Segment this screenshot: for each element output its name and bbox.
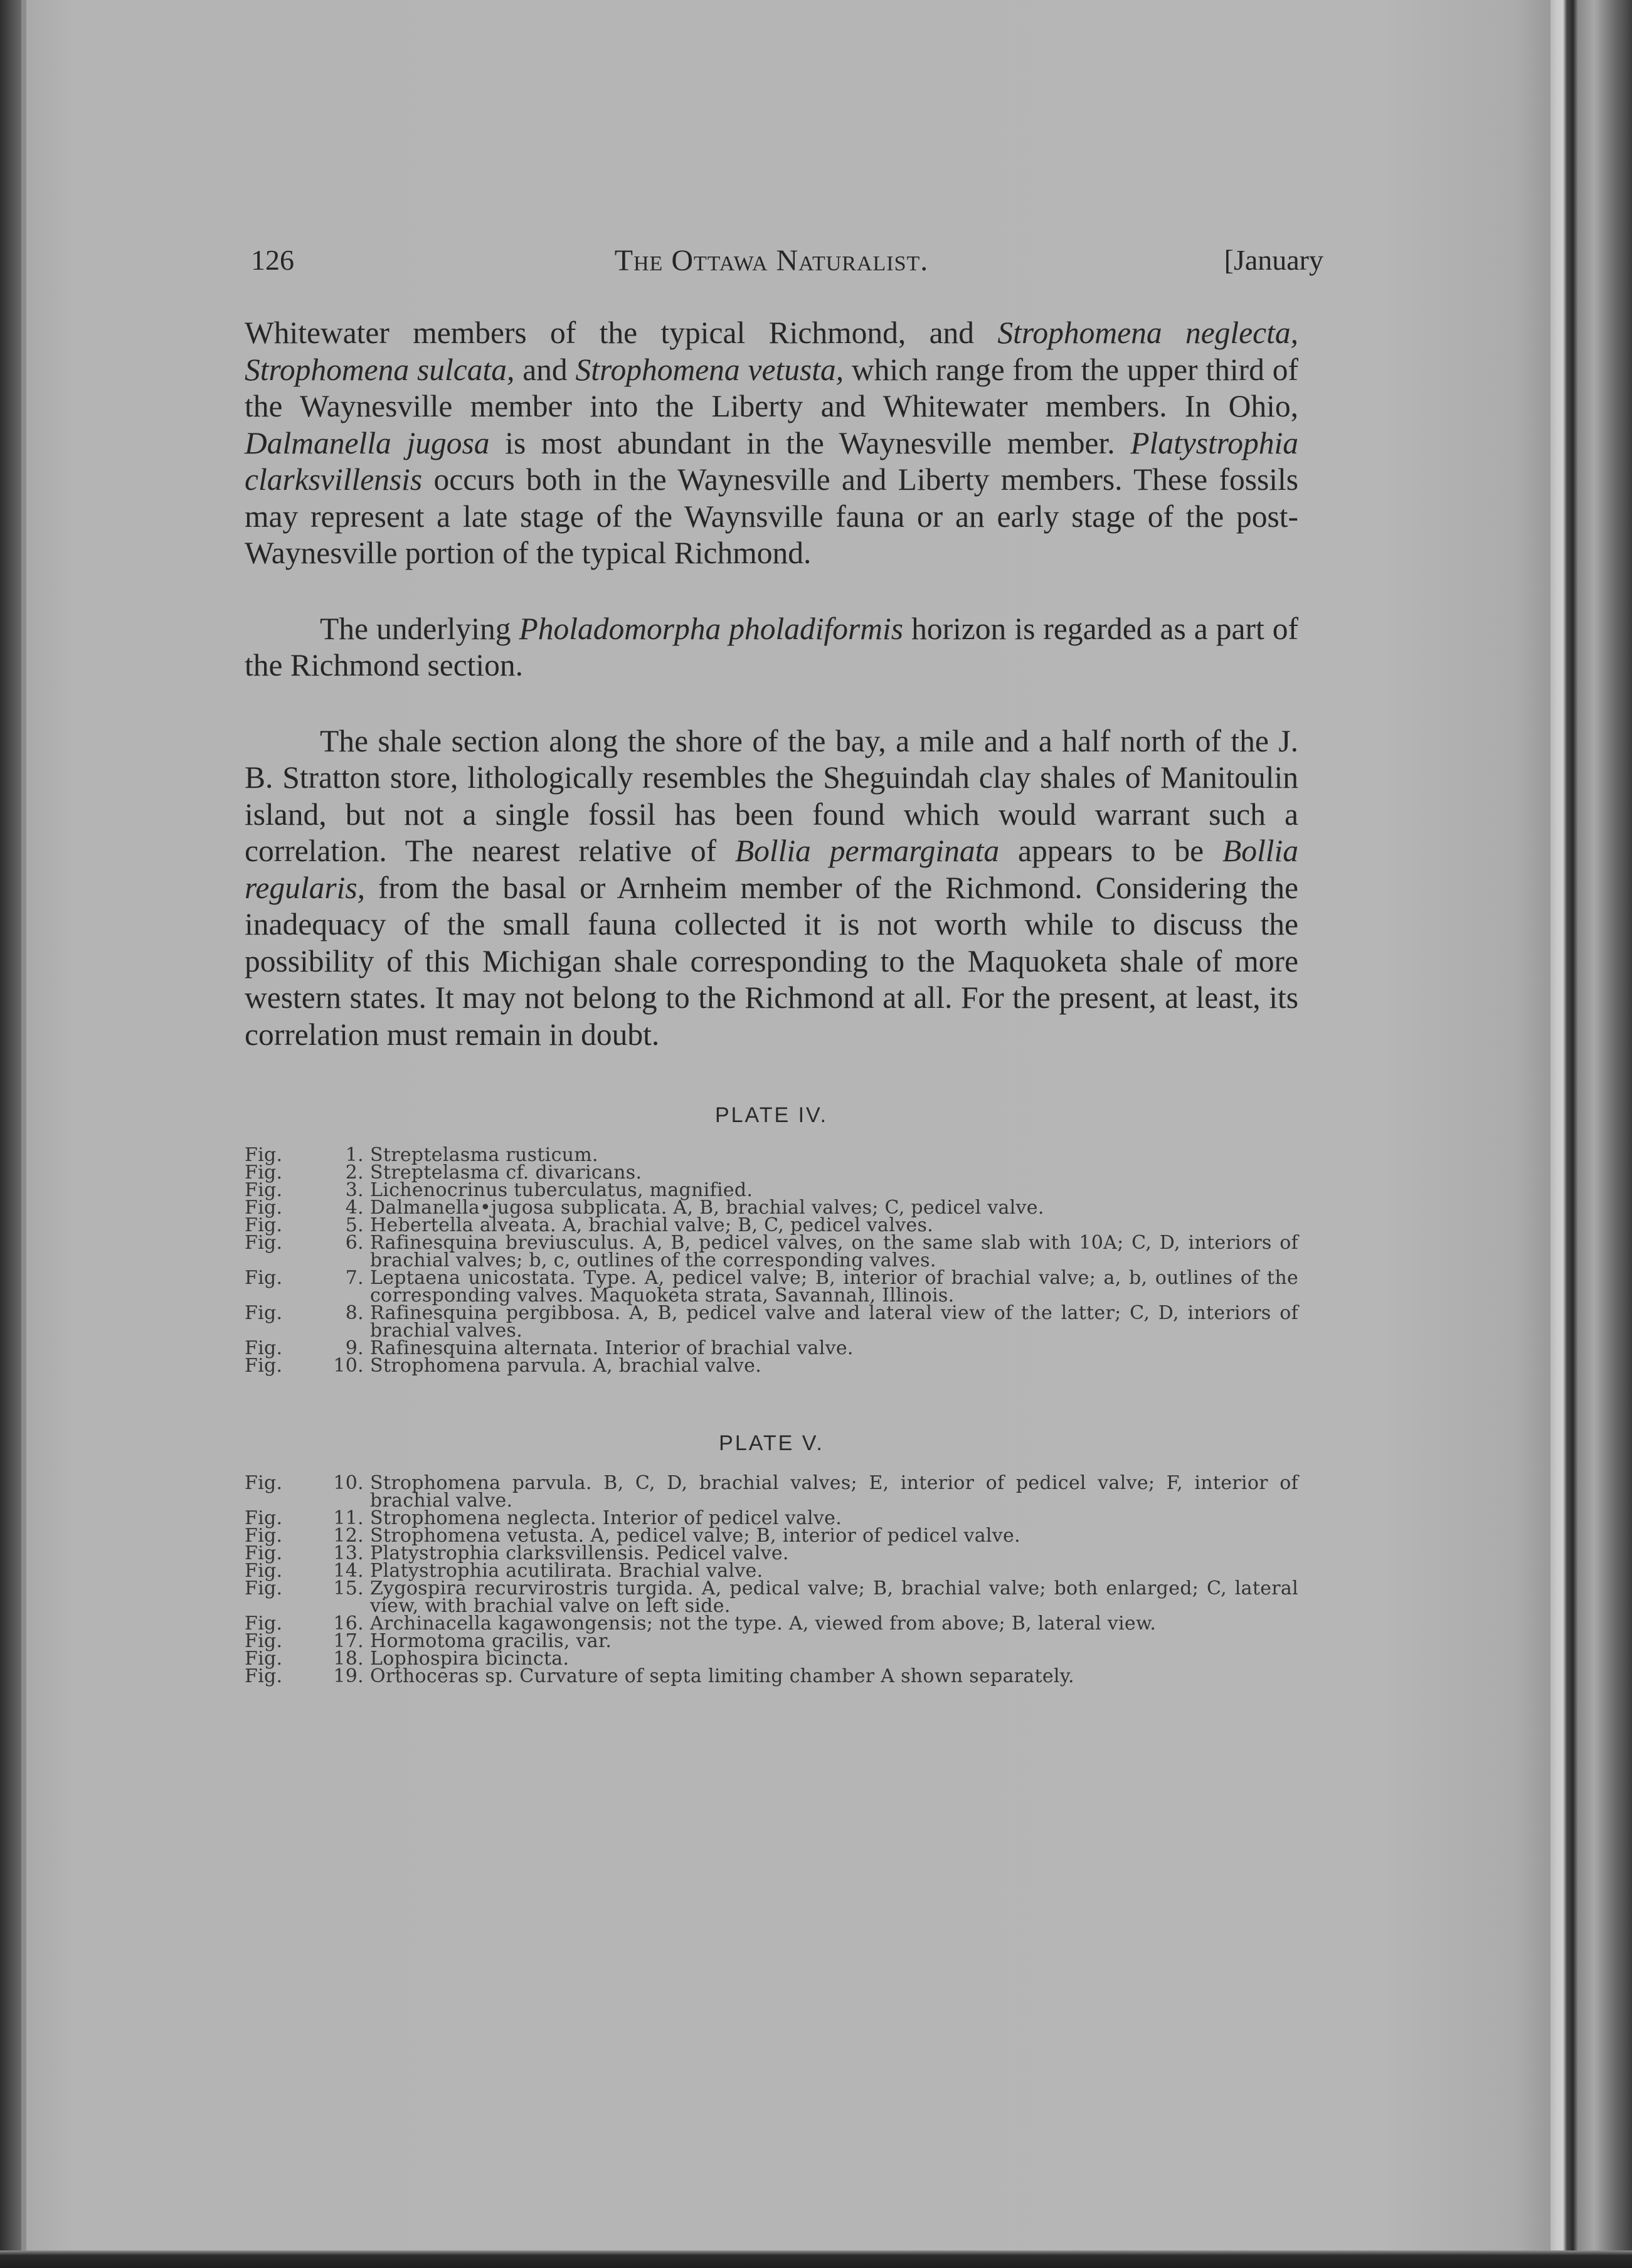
figure-caption-text: Rafinesquina pergibbosa. A, B, pedicel valve and lateral view of the latter; C, D, interiors of brachial valves. bbox=[370, 1302, 1298, 1342]
figure-prefix: Fig. bbox=[245, 1144, 283, 1166]
issue-month: [January bbox=[1224, 244, 1323, 276]
plate-iv-title: PLATE IV. bbox=[714, 1103, 829, 1127]
figure-caption bbox=[245, 1472, 1298, 1512]
figure-caption-text: Hebertella alveata. A, brachial valve; B, C, pedicel valves. bbox=[370, 1214, 933, 1236]
figure-prefix: Fig. bbox=[245, 1630, 283, 1652]
figure-caption-text: Archinacella kagawongensis; not the type. A, viewed from above; B, lateral view. bbox=[370, 1613, 1157, 1635]
figure-label bbox=[245, 1357, 383, 1375]
page-content bbox=[245, 243, 1323, 1687]
figure-caption-text: Platystrophia clarksvillensis. Pedicel valve. bbox=[370, 1542, 789, 1564]
figure-caption-text: Strophomena vetusta. A, pedicel valve; B, interior of pedicel valve. bbox=[370, 1525, 1020, 1547]
figure-number: 5. bbox=[345, 1214, 364, 1236]
figure-caption-text: Rafinesquina alternata. Interior of brachial valve. bbox=[370, 1337, 854, 1359]
figure-number: 14. bbox=[333, 1560, 364, 1582]
figure-prefix: Fig. bbox=[245, 1267, 283, 1289]
running-head bbox=[245, 243, 1323, 287]
figure-caption-text: Streptelasma rusticum. bbox=[370, 1144, 598, 1166]
figure-number: 10. bbox=[333, 1355, 364, 1377]
figure-caption-text: Rafinesquina breviusculus. A, B, pedicel valves, on the same slab with 10A; C, D, interiors of brachial valves; b, c, outlines of the corresponding valves. bbox=[370, 1232, 1298, 1271]
figure-prefix: Fig. bbox=[245, 1648, 283, 1670]
journal-title: The Ottawa Naturalist. bbox=[614, 244, 929, 277]
figure-caption-text: Hormotoma gracilis, var. bbox=[370, 1630, 612, 1652]
figure-number: 1. bbox=[345, 1144, 364, 1166]
figure-prefix: Fig. bbox=[245, 1613, 283, 1635]
figure-caption bbox=[245, 1302, 1298, 1342]
figure-number: 17. bbox=[333, 1630, 364, 1652]
figure-number: 9. bbox=[345, 1337, 364, 1359]
figure-number: 7. bbox=[345, 1267, 364, 1289]
figure-number: 10. bbox=[333, 1472, 364, 1494]
figure-caption bbox=[245, 1357, 1298, 1375]
figure-prefix: Fig. bbox=[245, 1232, 283, 1254]
figure-number: 6. bbox=[345, 1232, 364, 1254]
figure-prefix: Fig. bbox=[245, 1525, 283, 1547]
figure-caption bbox=[245, 1269, 1298, 1305]
figure-prefix: Fig. bbox=[245, 1560, 283, 1582]
figure-caption-text: Strophomena neglecta. Interior of pedicel valve. bbox=[370, 1507, 842, 1529]
figure-prefix: Fig. bbox=[245, 1197, 283, 1219]
figure-caption-text: Lophospira bicincta. bbox=[370, 1648, 570, 1670]
figure-caption bbox=[245, 1577, 1298, 1617]
figure-prefix: Fig. bbox=[245, 1542, 283, 1564]
figure-label bbox=[245, 1269, 383, 1305]
figure-caption bbox=[245, 1665, 1298, 1687]
page-bottom-edge bbox=[0, 2250, 1632, 2268]
figure-label bbox=[245, 1577, 383, 1615]
body-paragraph: The shale section along the shore of the bay, a mile and a half north of the J. B. Stratton store, lithologically resembles the Sheguindah clay shales of Manitoulin island, but not a single fossil has been found which would warrant such a correlation. The nearest relative of Bollia permarginata appears to be Bollia regularis, from the basal or Arnheim member of the Richmond. Considering the inadequacy of the small fauna collected it is not worth while to discuss the possibility of this Michigan shale corresponding to the Maquoketa shale of more western states. It may not belong to the Richmond at all. For the present, at least, its correlation must remain in doubt. bbox=[245, 723, 1298, 1052]
figure-number: 2. bbox=[345, 1162, 364, 1184]
figure-label bbox=[245, 1472, 383, 1510]
figure-caption bbox=[245, 1234, 1298, 1269]
figure-caption-text: Strophomena parvula. B, C, D, brachial valves; E, interior of pedicel valve; F, interior of brachial valve. bbox=[370, 1472, 1298, 1512]
page-crease bbox=[21, 0, 26, 2268]
figure-caption-text: Lichenocrinus tuberculatus, magnified. bbox=[370, 1179, 753, 1201]
figure-number: 19. bbox=[333, 1665, 364, 1687]
figure-number: 16. bbox=[333, 1613, 364, 1635]
figure-prefix: Fig. bbox=[245, 1355, 283, 1377]
figure-number: 12. bbox=[333, 1525, 364, 1547]
figure-number: 8. bbox=[345, 1302, 364, 1324]
figure-caption-text: Orthoceras sp. Curvature of septa limiting chamber A shown separately. bbox=[370, 1665, 1074, 1687]
figure-prefix: Fig. bbox=[245, 1214, 283, 1236]
plate-iv-figure-list bbox=[245, 1144, 1298, 1377]
figure-prefix: Fig. bbox=[245, 1162, 283, 1184]
plate-v-title: PLATE V. bbox=[719, 1431, 824, 1455]
body-paragraph: Whitewater members of the typical Richmond, and Strophomena neglecta, Strophomena sulcata, and Strophomena vetusta, which range from the upper third of the Waynesville member into the Liberty and Whitewater members. In Ohio, Dalmanella jugosa is most abundant in the Waynesville member. Platystrophia clarksvillensis occurs both in the Waynesville and Liberty members. These fossils may represent a late stage of the Waynsville fauna or an early stage of the post-Waynesville portion of the typical Richmond. bbox=[245, 315, 1298, 570]
body-paragraph: The underlying Pholadomorpha pholadiformis horizon is regarded as a part of the Richmond section. bbox=[245, 611, 1299, 682]
figure-caption-text: Dalmanella•jugosa subplicata. A, B, brachial valves; C, pedicel valve. bbox=[370, 1197, 1044, 1219]
figure-number: 3. bbox=[345, 1179, 364, 1201]
figure-prefix: Fig. bbox=[245, 1302, 283, 1324]
figure-caption-text: Zygospira recurvirostris turgida. A, pedical valve; B, brachial valve; both enlarged; C, lateral view, with brachial valve on left side. bbox=[370, 1577, 1298, 1617]
figure-number: 15. bbox=[333, 1577, 364, 1599]
figure-caption-text: Strophomena parvula. A, brachial valve. bbox=[370, 1355, 762, 1377]
figure-label bbox=[245, 1302, 383, 1340]
figure-number: 18. bbox=[333, 1648, 364, 1670]
figure-label bbox=[245, 1234, 383, 1269]
figure-caption-text: Leptaena unicostata. Type. A, pedicel valve; B, interior of brachial valve; a, b, outlines of the corresponding valves. Maquoketa strata, Savannah, Illinois. bbox=[370, 1267, 1298, 1306]
book-gutter bbox=[1550, 0, 1632, 2268]
figure-number: 4. bbox=[345, 1197, 364, 1219]
page-left-edge bbox=[0, 0, 21, 2268]
figure-prefix: Fig. bbox=[245, 1337, 283, 1359]
figure-prefix: Fig. bbox=[245, 1507, 283, 1529]
figure-label bbox=[245, 1665, 383, 1687]
figure-prefix: Fig. bbox=[245, 1665, 283, 1687]
figure-prefix: Fig. bbox=[245, 1472, 283, 1494]
figure-caption-text: Streptelasma cf. divaricans. bbox=[370, 1162, 642, 1184]
figure-number: 13. bbox=[333, 1542, 364, 1564]
page-number: 126 bbox=[251, 244, 294, 276]
figure-caption-text: Platystrophia acutilirata. Brachial valve. bbox=[370, 1560, 763, 1582]
figure-prefix: Fig. bbox=[245, 1179, 283, 1201]
plate-v-figure-list bbox=[245, 1472, 1298, 1687]
figure-prefix: Fig. bbox=[245, 1577, 283, 1599]
figure-number: 11. bbox=[333, 1507, 364, 1529]
